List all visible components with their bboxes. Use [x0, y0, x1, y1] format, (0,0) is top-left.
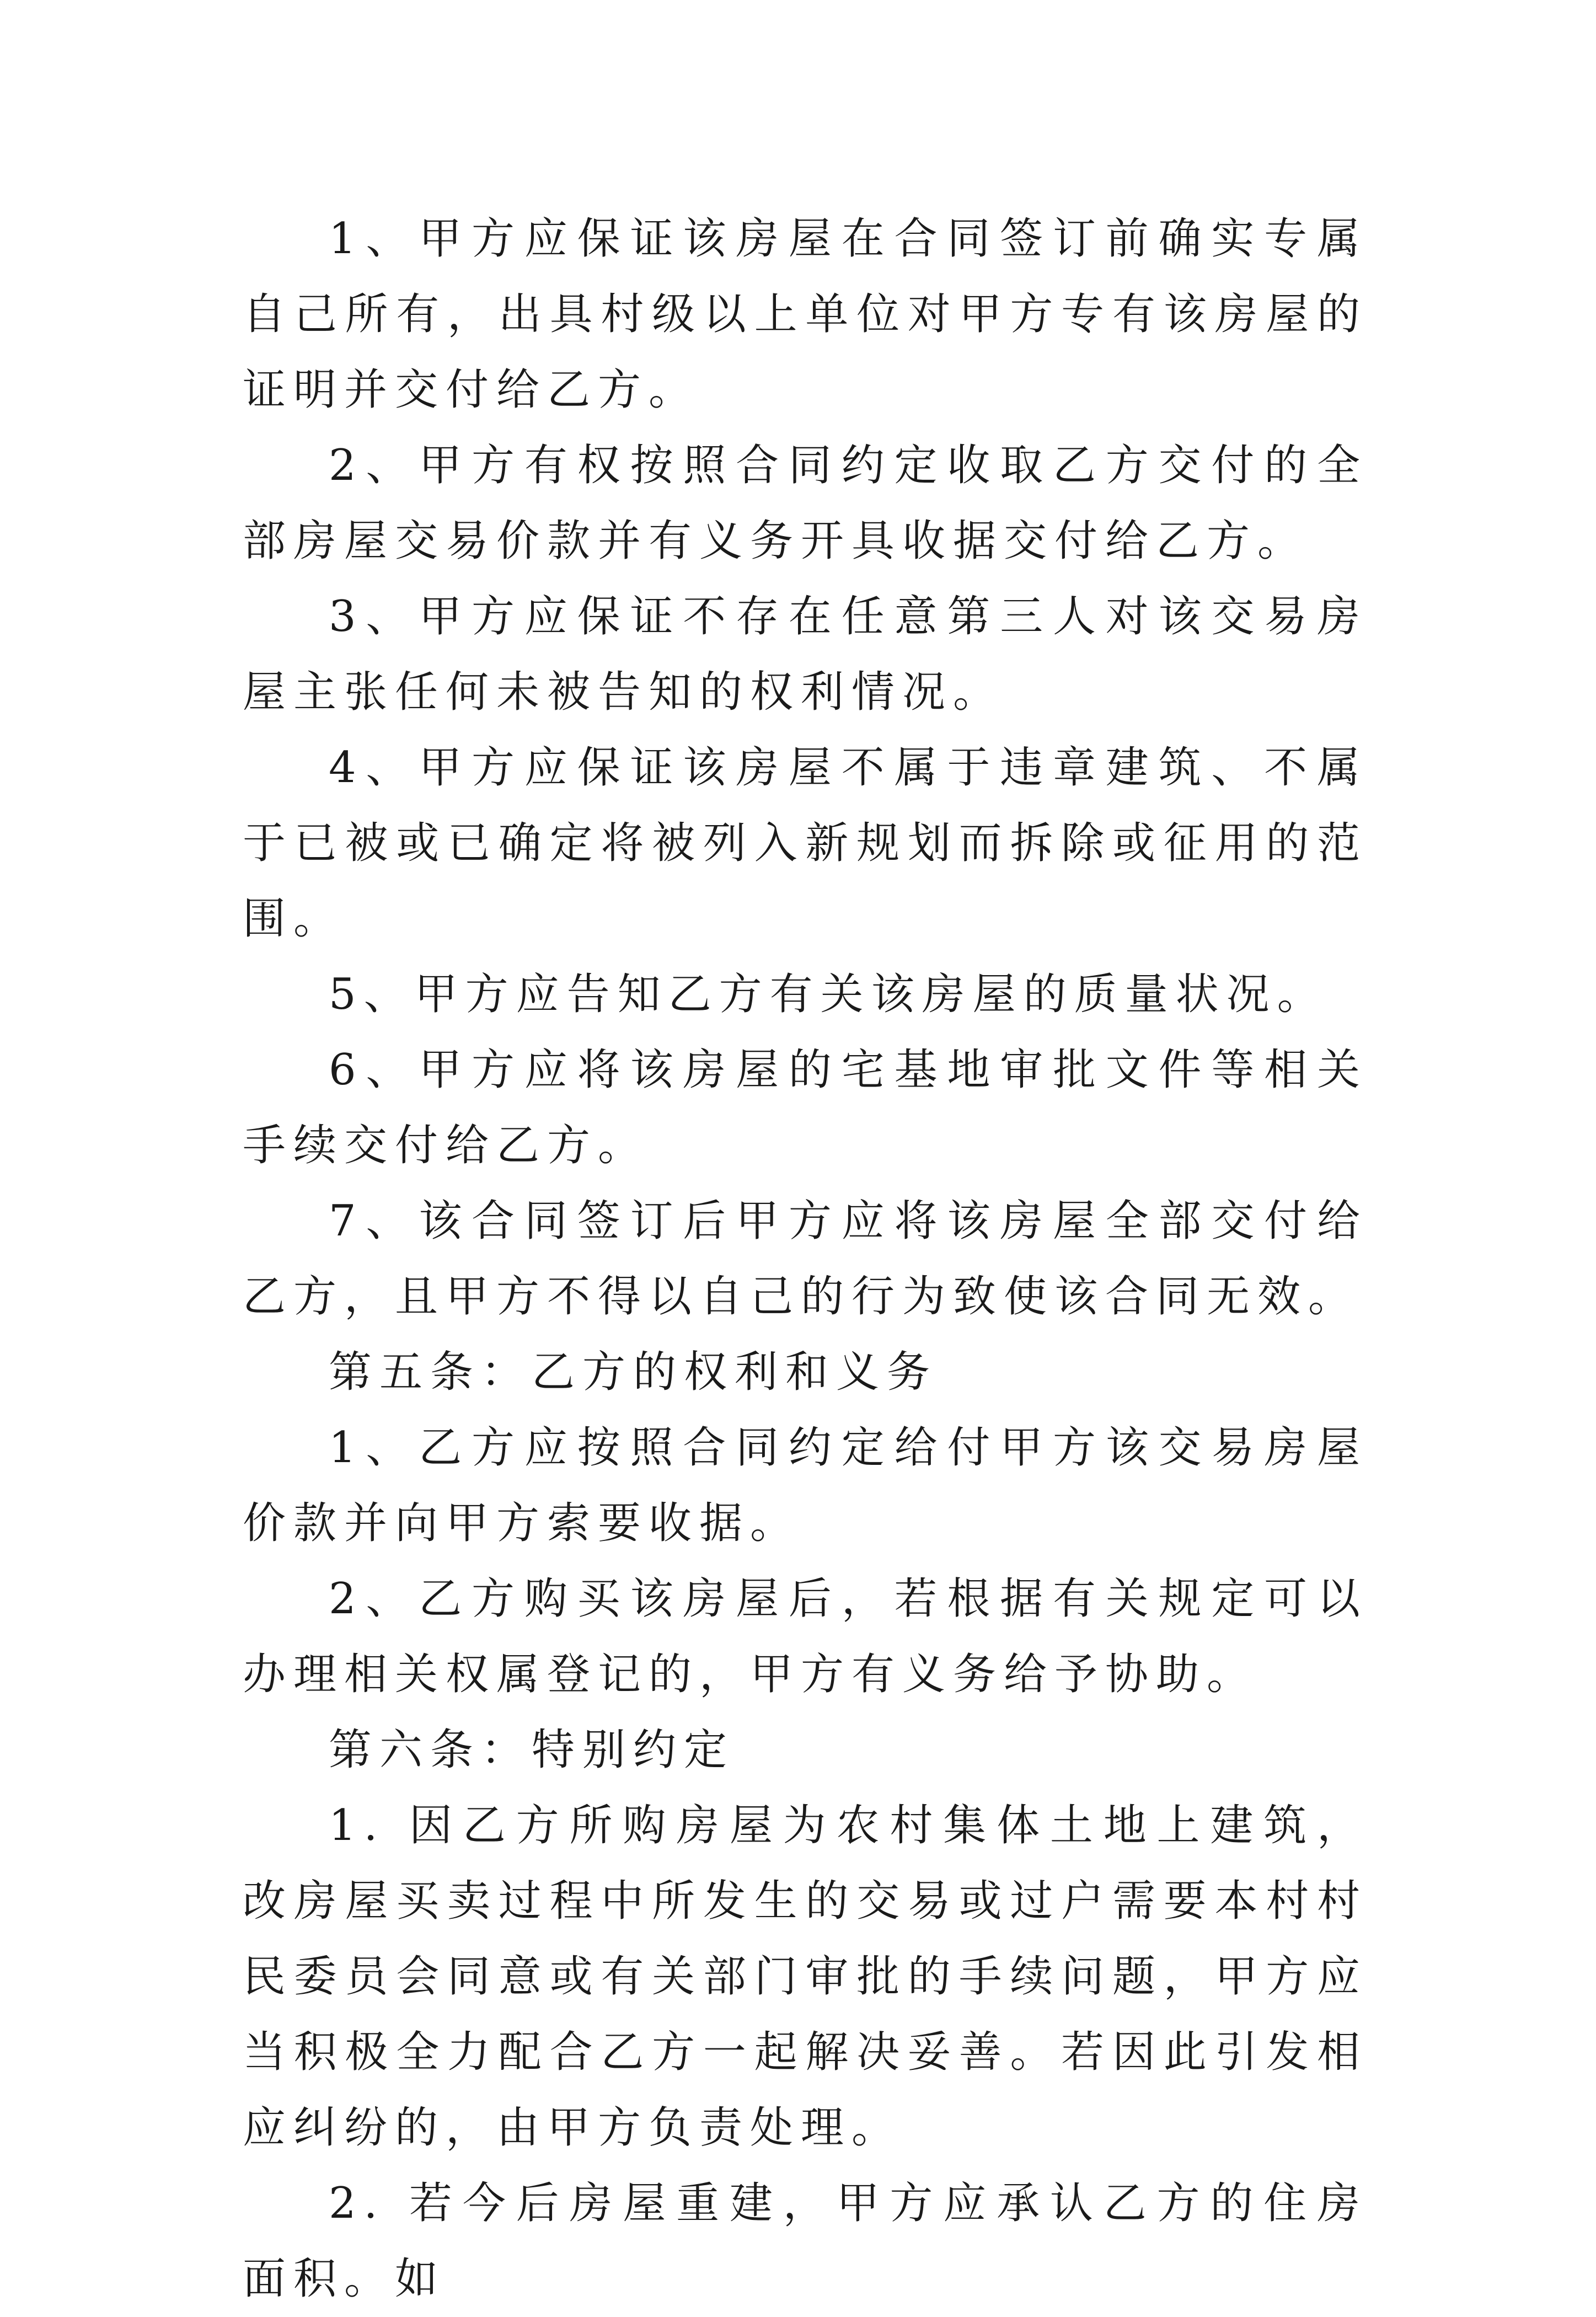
clause-no-third-party-claims: 3、甲方应保证不存在任意第三人对该交易房屋主张任何未被告知的权利情况。 — [243, 592, 1368, 717]
clause-seller-payment-receipt: 2、甲方有权按照合同约定收取乙方交付的全部房屋交易价款并有义务开具收据交付给乙方。 — [243, 441, 1368, 566]
clause-documents-handover: 6、甲方应将该房屋的宅基地审批文件等相关手续交付给乙方。 — [243, 1045, 1368, 1170]
clause-not-illegal-building: 4、甲方应保证该房屋不属于违章建筑、不属于已被或已确定将被列入新规划而拆除或征用的范围。 — [243, 743, 1368, 944]
clause-seller-ownership: 1、甲方应保证该房屋在合同签订前确实专属自己所有，出具村级以上单位对甲方专有该房屋的证明并交付给乙方。 — [243, 214, 1368, 415]
clause-buyer-registration: 2、乙方购买该房屋后，若根据有关规定可以办理相关权属登记的，甲方有义务给予协助。 — [243, 1574, 1368, 1699]
document-body — [243, 201, 1368, 2317]
clause-quality-disclosure: 5、甲方应告知乙方有关该房屋的质量状况。 — [329, 970, 1328, 1019]
article-six-heading: 第六条：特别约定 — [329, 1725, 735, 1775]
clause-full-delivery: 7、该合同签订后甲方应将该房屋全部交付给乙方，且甲方不得以自己的行为致使该合同无效。 — [243, 1196, 1368, 1321]
clause-special-rebuild: 2. 若今后房屋重建，甲方应承认乙方的住房面积。如 — [243, 2179, 1368, 2304]
clause-buyer-payment: 1、乙方应按照合同约定给付甲方该交易房屋价款并向甲方索要收据。 — [243, 1423, 1368, 1548]
article-five-heading: 第五条：乙方的权利和义务 — [329, 1347, 938, 1397]
clause-special-collective-land: 1. 因乙方所购房屋为农村集体土地上建筑，改房屋买卖过程中所发生的交易或过户需要本村村民委员会同意或有关部门审批的手续问题，甲方应当积极全力配合乙方一起解决妥善。若因此引发相应纠纷的，由甲方负责处理。 — [243, 1801, 1368, 2153]
